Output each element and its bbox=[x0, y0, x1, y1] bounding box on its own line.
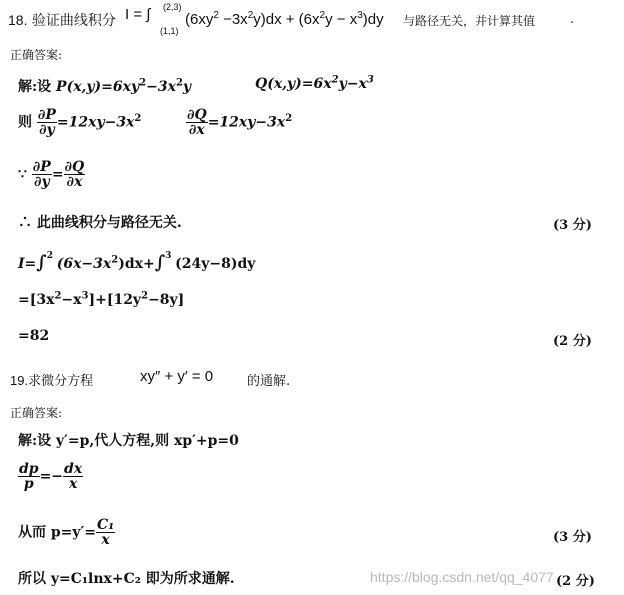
q18-sol-line2-prefix: 则 bbox=[18, 114, 32, 131]
q18-sol-rhs1: =12xy−3x bbox=[56, 114, 135, 131]
q18-sol-p: P(x,y)=6xy bbox=[56, 79, 140, 95]
q18-sol-line6 bbox=[18, 292, 184, 308]
because-symbol: ∵ bbox=[18, 166, 27, 183]
q18-sol-p-exp: 2 bbox=[139, 77, 147, 89]
q18-sol-rhs1-exp: 2 bbox=[134, 112, 142, 124]
q19-score-2: (2 分) bbox=[556, 574, 595, 589]
q18-upper-limit: (2,3) bbox=[163, 2, 182, 12]
q18-sol-rhs2: =12xy−3x bbox=[207, 114, 286, 131]
q19-frac-dx-x bbox=[63, 462, 83, 491]
int2-upper: 3 bbox=[165, 251, 172, 261]
q19-eq-mid: =− bbox=[39, 468, 64, 485]
q18-sol-q1: Q(x,y)=6x bbox=[255, 76, 332, 92]
q18-sol-line1 bbox=[18, 76, 191, 96]
q18-line6-a: =[3x bbox=[18, 292, 55, 308]
q18-header bbox=[8, 10, 116, 30]
q18-score-1: (3 分) bbox=[553, 218, 592, 233]
q18-line6-d: +[12y bbox=[95, 292, 142, 308]
frac-num: ∂Q bbox=[187, 107, 207, 123]
q18-lower-limit: (1,1) bbox=[160, 26, 179, 36]
q18-prompt: 验证曲线积分 bbox=[31, 13, 116, 29]
q19-line3-prefix: 从而 p=y′= bbox=[18, 524, 96, 541]
q19-suffix: 的通解. bbox=[247, 374, 291, 389]
frac-den: ∂x bbox=[188, 122, 205, 138]
q18-integrand bbox=[185, 11, 384, 28]
q18-integrand-a: (6xy bbox=[185, 11, 214, 28]
q18-sol-line2 bbox=[18, 108, 141, 137]
q18-frac-dp-dy-2 bbox=[32, 160, 52, 189]
q18-sol-line4: ∴ 此曲线积分与路径无关. bbox=[18, 215, 182, 231]
q18-integrand-e: )dy bbox=[362, 11, 384, 28]
integral-symbol: ∫ bbox=[154, 252, 166, 273]
q19-frac-c1-x bbox=[96, 518, 115, 547]
frac-num: ∂P bbox=[37, 107, 56, 123]
q18-integrand-c: y)dx + (6x bbox=[253, 11, 320, 28]
q18-integral-prefix: I = ∫ bbox=[125, 6, 151, 23]
q18-sol-line1-prefix: 解:设 bbox=[18, 79, 52, 95]
q18-line6-e: −8y] bbox=[148, 292, 185, 308]
frac-num: C₁ bbox=[96, 517, 115, 533]
q18-sol-p3: y bbox=[182, 79, 192, 95]
q18-line6-b: −x bbox=[61, 292, 82, 308]
int1-upper: 2 bbox=[46, 251, 53, 261]
frac-den: x bbox=[68, 476, 78, 492]
q18-sol-rhs2-exp: 2 bbox=[285, 112, 293, 124]
frac-num: ∂Q bbox=[64, 159, 85, 175]
frac-num: ∂P bbox=[32, 159, 51, 175]
frac-den: p bbox=[23, 476, 34, 492]
q19-equation: xy″ + y′ = 0 bbox=[140, 368, 214, 385]
frac-den: x bbox=[101, 532, 110, 548]
q18-sol-p2: −3x bbox=[146, 79, 176, 95]
q19-sol-line3 bbox=[18, 518, 115, 547]
q19-score-1: (3 分) bbox=[553, 530, 592, 545]
q19-sol-line4: 所以 y=C₁lnx+C₂ 即为所求通解. bbox=[18, 571, 235, 587]
q18-integrand-b: −3x bbox=[218, 11, 248, 28]
q18-line6-exp-d: 2 bbox=[141, 290, 149, 302]
q18-sol-line5 bbox=[18, 252, 255, 273]
frac-den: ∂x bbox=[66, 174, 83, 190]
q18-line6-exp-a: 2 bbox=[54, 290, 62, 302]
q18-line6-c: ] bbox=[88, 292, 96, 308]
q18-number: 18. bbox=[8, 12, 28, 28]
q18-exp-c: 2 bbox=[319, 10, 326, 21]
q18-sol-p2-exp: 2 bbox=[175, 77, 183, 89]
q18-line5-exp1: 2 bbox=[111, 254, 119, 266]
q18-line5-term1b: )dx+ bbox=[118, 256, 155, 272]
q18-sol-q2: y−x bbox=[338, 76, 367, 92]
q18-line6-exp-b: 3 bbox=[81, 290, 89, 302]
q19-sol-line1: 解:设 y′=p,代人方程,则 xp′+p=0 bbox=[18, 433, 239, 449]
q18-integral bbox=[125, 6, 150, 23]
q19-frac-dp-p bbox=[18, 462, 40, 491]
integral-symbol: ∫ bbox=[36, 252, 47, 273]
q19-prompt: 求微分方程 bbox=[28, 374, 94, 389]
q18-score-2: (2 分) bbox=[553, 334, 592, 349]
q18-sol-q-exp: 2 bbox=[331, 74, 339, 86]
frac-den: ∂y bbox=[33, 174, 50, 190]
q18-sol-line2b bbox=[186, 108, 292, 137]
q18-trailing-dot: . bbox=[570, 12, 574, 26]
q18-integrand-d: y − x bbox=[325, 11, 358, 28]
q18-line5-term2: (24y−8)dy bbox=[175, 256, 256, 272]
q18-sol-line3 bbox=[18, 160, 85, 189]
frac-den: ∂y bbox=[39, 122, 55, 138]
q18-sol-q2-exp: 3 bbox=[366, 74, 374, 86]
q18-frac-dq-dx-2 bbox=[64, 160, 86, 189]
frac-num: dp bbox=[19, 461, 39, 477]
q18-line5-lhs: I= bbox=[18, 256, 37, 272]
q18-sol-line7: =82 bbox=[18, 328, 50, 344]
q19-header bbox=[10, 370, 93, 389]
q18-frac-dp-dy bbox=[37, 108, 57, 137]
q18-line5-term1: (6x−3x bbox=[56, 256, 112, 272]
frac-num: dx bbox=[64, 461, 83, 477]
q18-suffix: 与路径无关，并计算其值 bbox=[403, 14, 536, 28]
q18-sol-q bbox=[255, 76, 374, 92]
q19-number: 19. bbox=[10, 373, 29, 388]
q18-exp-a: 2 bbox=[213, 10, 219, 21]
q18-exp-d: 3 bbox=[357, 10, 363, 21]
q19-answer-label: 正确答案: bbox=[10, 406, 63, 420]
q18-exp-b: 2 bbox=[247, 10, 254, 21]
equals: = bbox=[51, 166, 64, 183]
watermark: https://blog.csdn.net/qq_4077 bbox=[370, 569, 554, 585]
q18-answer-label: 正确答案: bbox=[10, 48, 63, 62]
q18-frac-dq-dx bbox=[186, 108, 208, 137]
q19-sol-line2 bbox=[18, 462, 83, 491]
